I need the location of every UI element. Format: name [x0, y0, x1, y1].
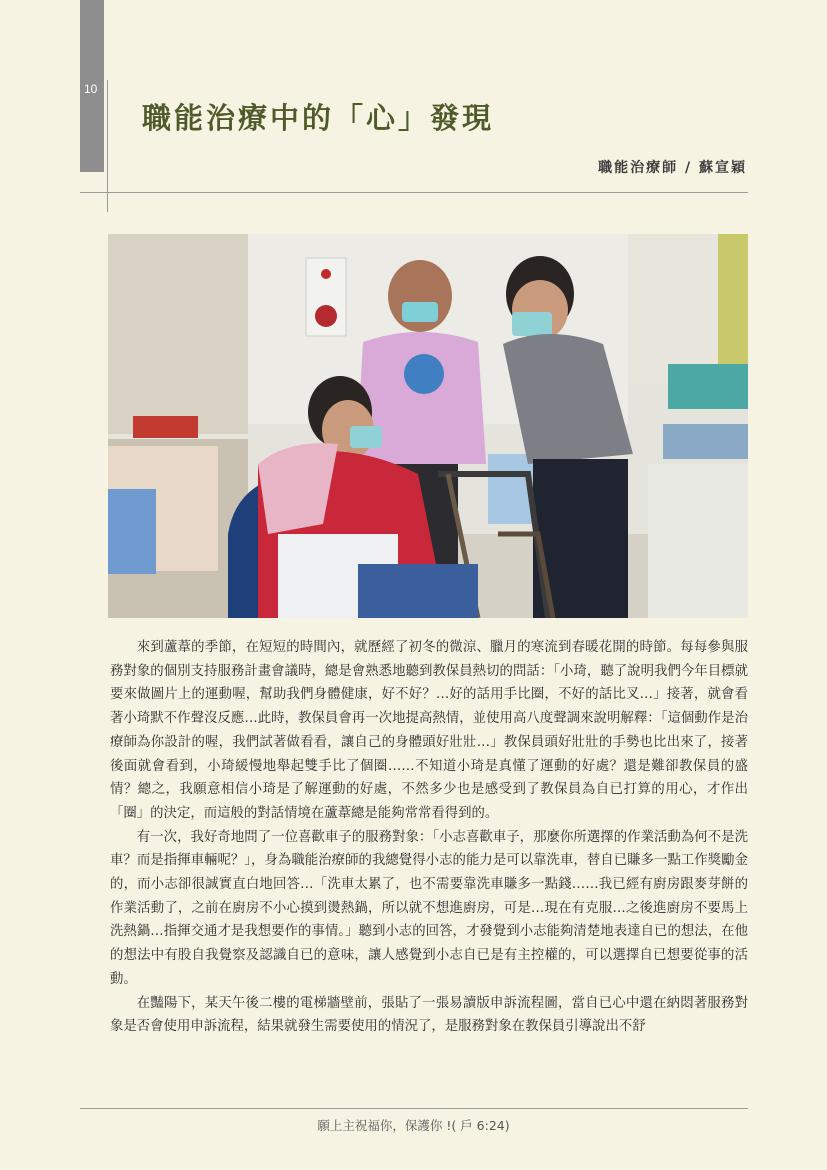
footer-rule — [80, 1108, 748, 1109]
article-author: 職能治療師 / 蘇宣穎 — [598, 160, 747, 176]
page-number: 10 — [84, 82, 98, 96]
article-title: 職能治療中的「心」發現 — [142, 101, 495, 135]
paragraph-2: 有一次，我好奇地問了一位喜歡車子的服務對象：「小志喜歡車子，那麼你所選擇的作業活動為何不是洗車？而是指揮車輛呢？」，身為職能治療師的我總覺得小志的能力是可以靠洗車，替自已賺多一點工作獎勵金的，而小志卻很誠實直白地回答…「洗車太累了，也不需要靠洗車賺多一點錢……我已經有廚房跟麥芽餅的作業活動了，之前在廚房不小心摸到燙熱鍋，所以就不想進廚房，可是…現在有克服…之後進廚房不要馬上洗熱鍋…指揮交通才是我想要作的事情。」聽到小志的回答，才發覺到小志能夠清楚地表達自已的想法，在他的想法中有股自我覺察及認識自已的意味，讓人感覺到小志自已是有主控權的，可以選擇自已想要從事的活動。 — [110, 829, 748, 987]
article-photo — [108, 234, 748, 618]
footer-verse: 願上主祝福你，保護你 !( 戶 6:24) — [317, 1118, 510, 1133]
article-body — [110, 636, 748, 1039]
paragraph-1: 來到蘆葦的季節，在短短的時間內，就歷經了初冬的微涼、臘月的寒流到春暖花開的時節。每每參與服務對象的個別支持服務計畫會議時，總是會熟悉地聽到教保員熱切的問話：「小琦，聽了說明我們今年目標就要來做圖片上的運動喔，幫助我們身體健康，好不好？…好的話用手比圈，不好的話比叉…」接著，就會看著小琦默不作聲沒反應…此時，教保員會再一次地提高熱情，並使用高八度聲調來說明解釋：「這個動作是治療師為你設計的喔，我們試著做看看，讓自己的身體頭好壯壯…」教保員頭好壯壯的手勢也比出來了，接著後面就會看到，小琦緩慢地舉起雙手比了個圈……不知道小琦是真懂了運動的好處？還是難卻教保員的盛情？總之，我願意相信小琦是了解運動的好處，不然多少也是感受到了教保員為自已打算的用心，才作出「圈」的決定，而這般的對話情境在蘆葦總是能夠常常看得到的。 — [110, 640, 748, 821]
header-rule — [80, 192, 748, 193]
paragraph-3: 在豔陽下，某天午後二樓的電梯牆壁前，張貼了一張易讀版申訴流程圖，當自已心中還在納悶著服務對象是否會使用申訴流程，結果就發生需要使用的情況了，是服務對象在教保員引導說出不舒 — [110, 995, 748, 1035]
